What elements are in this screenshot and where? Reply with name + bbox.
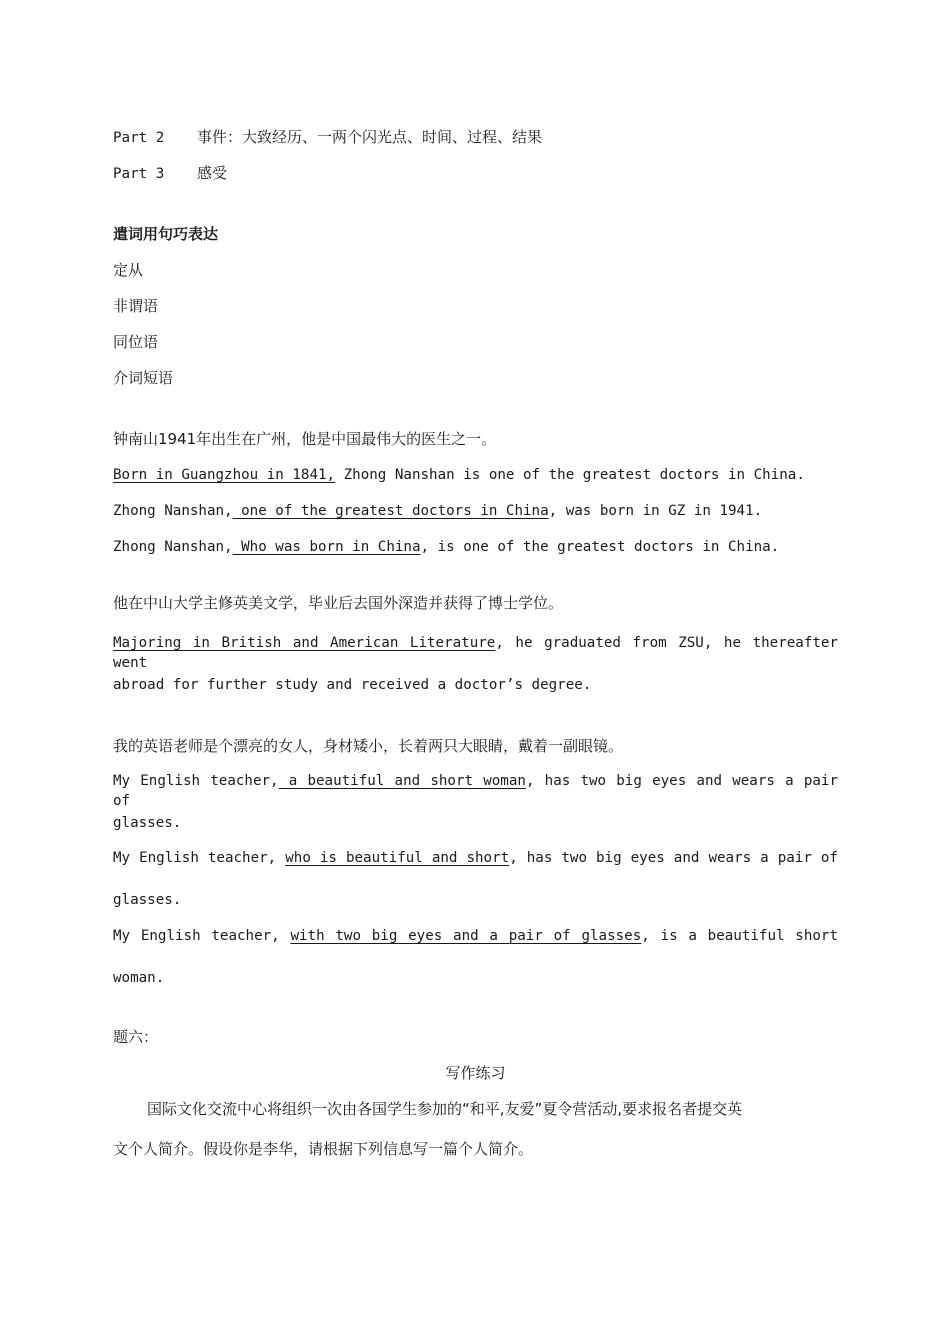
outline-part3: [113, 163, 838, 184]
sentence-rest: , he graduated from ZSU, he thereafter went: [113, 635, 838, 671]
part3-label: Part 3: [113, 166, 165, 182]
example3-sentence2: [113, 848, 838, 868]
sentence-start: Zhong Nanshan,: [113, 539, 233, 555]
sentence-rest: Zhong Nanshan is one of the greatest doctors in China.: [335, 467, 805, 483]
example3-sentence3-cont: woman.: [113, 970, 165, 986]
task-label: 题六：: [113, 1028, 159, 1046]
underlined-phrase: Born in Guangzhou in 1841,: [113, 467, 336, 483]
example2-chinese: 他在中山大学主修英美文学，毕业后去国外深造并获得了博士学位。: [113, 594, 564, 612]
example2-sentence1: [113, 633, 838, 673]
part2-text: 事件：大致经历、一两个闪光点、时间、过程、结果: [197, 128, 543, 146]
sentence-rest: , has two big eyes and wears a pair of: [113, 773, 838, 809]
task-paragraph-line1: 国际文化交流中心将组织一次由各国学生参加的“和平,友爱”夏令营活动,要求报名者提交英: [147, 1100, 743, 1118]
technique-item: 介词短语: [113, 369, 174, 387]
underlined-phrase: Who was born in China: [232, 539, 421, 555]
part3-text: 感受: [197, 164, 228, 182]
example3-sentence3: [113, 926, 838, 946]
sentence-rest: , is one of the greatest doctors in China.: [420, 539, 780, 555]
example3-sentence1-cont: glasses.: [113, 815, 182, 831]
section-heading: 遣词用句巧表达: [113, 225, 219, 243]
technique-item: 同位语: [113, 333, 159, 351]
underlined-phrase: Majoring in British and American Literature: [113, 635, 496, 651]
task-title: 写作练习: [445, 1064, 506, 1082]
underlined-phrase: a beautiful and short woman: [278, 773, 526, 789]
sentence-rest: , has two big eyes and wears a pair of: [509, 850, 838, 866]
part2-label: Part 2: [113, 130, 165, 146]
technique-item: 非谓语: [113, 297, 159, 315]
outline-part2: [113, 127, 838, 148]
example3-sentence1: [113, 771, 838, 811]
technique-item: 定从: [113, 261, 144, 279]
sentence-start: My English teacher,: [113, 773, 279, 789]
sentence-start: Zhong Nanshan,: [113, 503, 233, 519]
underlined-phrase: with two big eyes and a pair of glasses: [290, 928, 642, 944]
example3-chinese: 我的英语老师是个漂亮的女人，身材矮小，长着两只大眼睛，戴着一副眼镜。: [113, 737, 624, 755]
example2-sentence1-cont: abroad for further study and received a doctor’s degree.: [113, 677, 592, 693]
sentence-start: My English teacher,: [113, 928, 291, 944]
example3-sentence2-cont: glasses.: [113, 892, 182, 908]
underlined-phrase: one of the greatest doctors in China: [232, 503, 549, 519]
underlined-phrase: who is beautiful and short: [285, 850, 510, 866]
sentence-rest: , is a beautiful short: [641, 928, 838, 944]
example1-sentence3: [113, 537, 838, 557]
example1-sentence2: [113, 501, 838, 521]
example1-sentence1: [113, 465, 838, 485]
sentence-rest: , was born in GZ in 1941.: [548, 503, 763, 519]
sentence-start: My English teacher,: [113, 850, 286, 866]
task-paragraph-line2: 文个人简介。假设你是李华，请根据下列信息写一篇个人简介。: [113, 1140, 534, 1158]
example1-chinese: 钟南山1941年出生在广州，他是中国最伟大的医生之一。: [113, 430, 497, 448]
